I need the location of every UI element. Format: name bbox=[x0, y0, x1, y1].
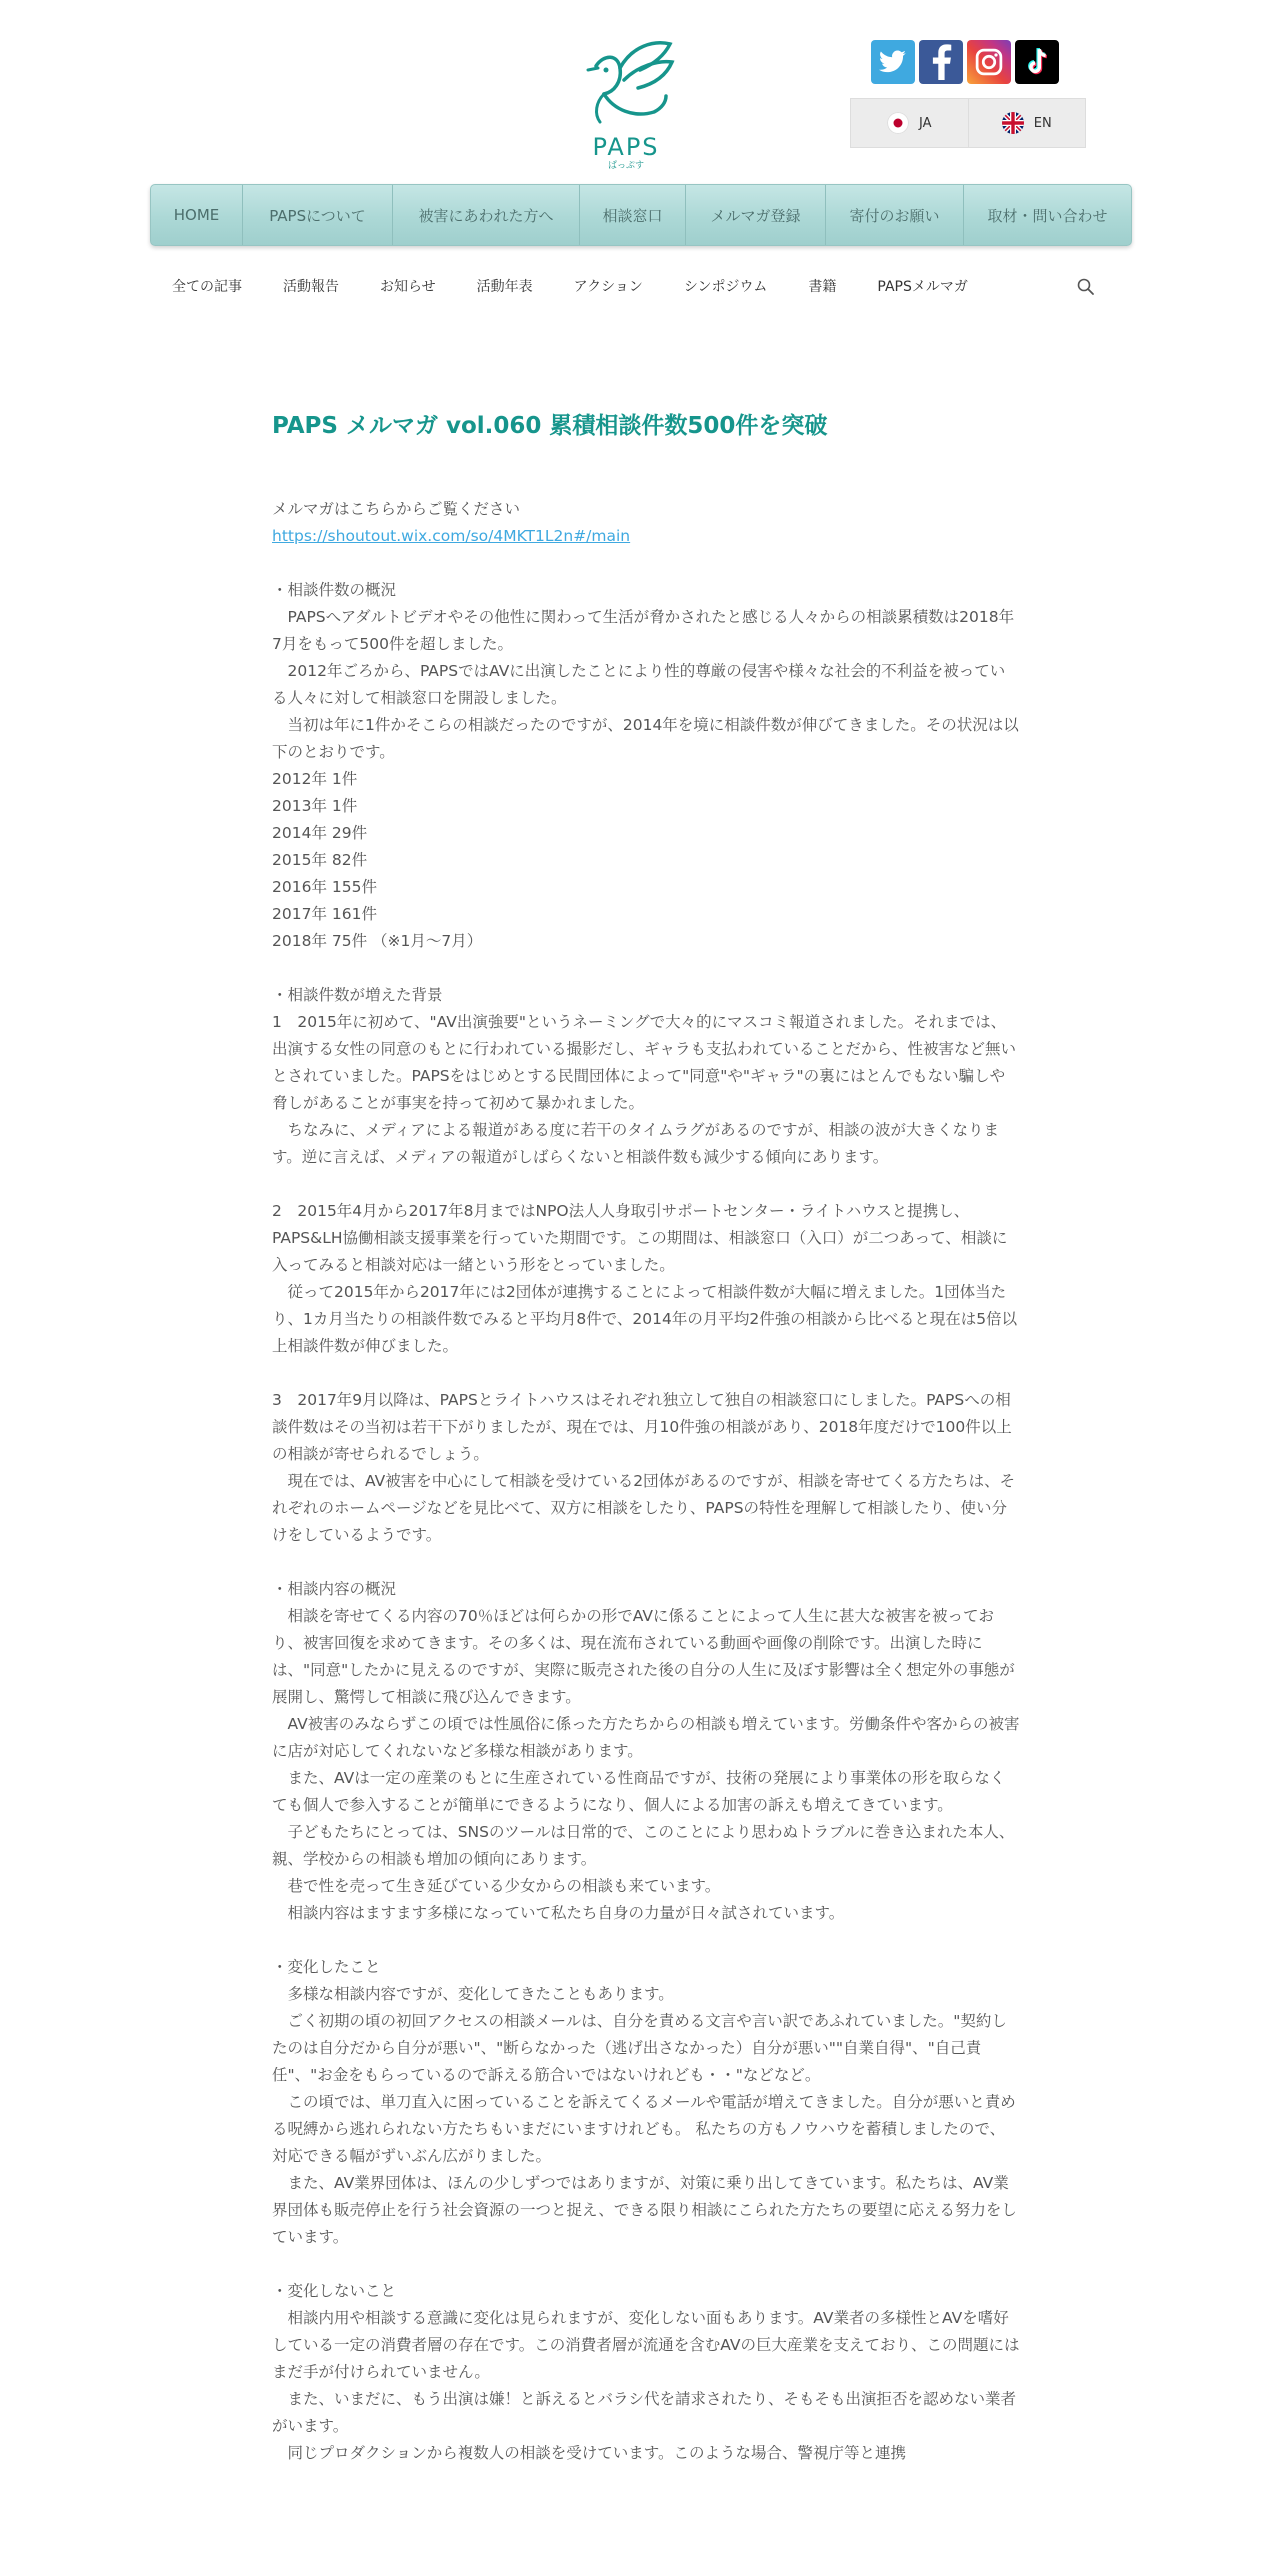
nav-home[interactable]: HOME bbox=[151, 185, 243, 245]
article-paragraph: 2018年 75件 （※1月～7月） bbox=[272, 932, 483, 950]
article-paragraph: 2015年 82件 bbox=[272, 851, 368, 869]
article-paragraph bbox=[272, 1171, 1020, 1198]
article-paragraph: 従って2015年から2017年には2団体が連携することによって相談件数が大幅に増えました。1団体当たり、1カ月当たりの相談件数でみると平均月8件で、2014年の月平均2件強の相談から比べると現在は5倍以上相談件数が伸びました。 bbox=[272, 1283, 1018, 1355]
article-paragraph: ・相談内容の概況 bbox=[272, 1580, 397, 1598]
article-paragraph: 多様な相談内容ですが、変化してきたこともあります。 bbox=[272, 1985, 674, 2003]
article-paragraph: 2017年 161件 bbox=[272, 905, 377, 923]
category-paps-newsletter[interactable]: PAPSメルマガ bbox=[877, 279, 968, 295]
main-navigation bbox=[150, 184, 1132, 246]
social-links bbox=[871, 40, 1059, 84]
language-label-ja: JA bbox=[919, 115, 932, 131]
article-paragraph bbox=[272, 955, 1020, 982]
article-paragraph: 相談を寄せてくる内容の70％ほどは何らかの形でAVに係ることによって人生に甚大な被害を被っており、被害回復を求めてきます。その多くは、現在流布されている動画や画像の削除です。出演した時には、"同意"したかに見えるのですが、実際に販売された後の自分の人生に及ぼす影響は全く想定外の事態が展開し、驚愕して相談に飛び込んできます。 bbox=[272, 1607, 1015, 1706]
article-paragraph: 2012年ごろから、PAPSではAVに出演したことにより性的尊厳の侵害や様々な社会的不利益を被っている人々に対して相談窓口を開設しました。 bbox=[272, 662, 1006, 707]
article-paragraph: 同じプロダクションから複数人の相談を受けています。このような場合、警視庁等と連携 bbox=[272, 2444, 906, 2462]
article-paragraphs bbox=[272, 550, 1020, 2467]
logo-subtext: ぱっぷす bbox=[607, 161, 644, 171]
category-all-posts[interactable]: 全ての記事 bbox=[172, 279, 242, 295]
twitter-icon[interactable] bbox=[871, 40, 915, 84]
instagram-icon[interactable] bbox=[967, 40, 1011, 84]
language-selector bbox=[850, 98, 1086, 148]
facebook-icon[interactable] bbox=[919, 40, 963, 84]
article-paragraph: ごく初期の頃の初回アクセスの相談メールは、自分を責める文言や言い訳であふれていました。"契約したのは自分だから自分が悪い"、"断らなかった（逃げ出さなかった）自分が悪い""自業自得"、"自己責任"、"お金をもらっているので訴える筋合いではないけれども・・"などなど。 bbox=[272, 2012, 1007, 2084]
category-symposium[interactable]: シンポジウム bbox=[683, 279, 768, 295]
language-option-ja[interactable] bbox=[851, 99, 968, 147]
blog-category-menu bbox=[172, 274, 1009, 298]
article-paragraph: 巷で性を売って生き延びている少女からの相談も来ています。 bbox=[272, 1877, 721, 1895]
tiktok-icon[interactable] bbox=[1015, 40, 1059, 84]
article-paragraph: この頃では、単刀直入に困っていることを訴えてくるメールや電話が増えてきました。自分が悪いと責める呪縛から逃れられない方たちもいまだにいますけれども。 私たちの方もノウハウを蓄積しましたので、対応できる幅がずいぶん広がりました。 bbox=[272, 2093, 1016, 2165]
article-paragraph: 当初は年に1件かそこらの相談だったのですが、2014年を境に相談件数が伸びてきました。その状況は以下のとおりです。 bbox=[272, 716, 1019, 761]
category-timeline[interactable]: 活動年表 bbox=[476, 279, 533, 295]
logo-text: PAPS bbox=[592, 133, 660, 161]
article-paragraph: また、AV業界団体は、ほんの少しずつではありますが、対策に乗り出してきています。私たちは、AV業界団体も販売停止を行う社会資源の一つと捉え、できる限り相談にこられた方たちの要望に応える努力をしています。 bbox=[272, 2174, 1017, 2246]
category-activity-reports[interactable]: 活動報告 bbox=[283, 279, 339, 295]
category-action[interactable]: アクション bbox=[573, 279, 643, 295]
article-paragraph: ちなみに、メディアによる報道がある度に若干のタイムラグがあるのですが、相談の波が大きくなります。逆に言えば、メディアの報道がしばらくないと相談件数も減少する傾向にあります。 bbox=[272, 1121, 999, 1166]
article-paragraph: 1 2015年に初めて、"AV出演強要"というネーミングで大々的にマスコミ報道されました。それまでは、出演する女性の同意のもとに行われている撮影だし、ギャラも支払われていることだから、性被害など無いとされていました。PAPSをはじめとする民間団体によって"同意"や"ギャラ"の裏にはとんでもない騙しや脅しがあることが事実を持って初めて暴かれました。 bbox=[272, 1013, 1017, 1112]
article-paragraph: 相談内容はますます多様になっていて私たち自身の力量が日々試されています。 bbox=[272, 1904, 845, 1922]
article-paragraph bbox=[272, 2251, 1020, 2278]
article-paragraph: 2014年 29件 bbox=[272, 824, 368, 842]
article-body bbox=[272, 496, 1020, 2467]
article-paragraph: 3 2017年9月以降は、PAPSとライトハウスはそれぞれ独立して独自の相談窓口にしました。PAPSへの相談件数はその当初は若干下がりましたが、現在では、月10件強の相談があり、2018年度だけで100件以上の相談が寄せられるでしょう。 bbox=[272, 1391, 1012, 1463]
category-books[interactable]: 書籍 bbox=[808, 279, 837, 295]
article-paragraph: ・変化したこと bbox=[272, 1958, 381, 1976]
language-option-en[interactable] bbox=[968, 99, 1086, 147]
paps-logo[interactable] bbox=[566, 36, 686, 176]
language-label-en: EN bbox=[1033, 115, 1052, 131]
article-paragraph: ・相談件数が増えた背景 bbox=[272, 986, 443, 1004]
nav-consultation[interactable]: 相談窓口 bbox=[580, 185, 686, 245]
article-paragraph: AV被害のみならずこの頃では性風俗に係った方たちからの相談も増えています。労働条件や客からの被害に店が対応してくれないなど多様な相談があります。 bbox=[272, 1715, 1020, 1760]
article-paragraph bbox=[272, 1360, 1020, 1387]
article-paragraph: また、いまだに、もう出演は嫌！と訴えるとバラシ代を請求されたり、そもそも出演拒否を認めない業者がいます。 bbox=[272, 2390, 1017, 2435]
article-paragraph: 2 2015年4月から2017年8月まではNPO法人人身取引サポートセンター・ライトハウスと提携し、PAPS&LH協働相談支援事業を行っていた期間です。この期間は、相談窓口（入口）が二つあって、相談に入ってみると相談対応は一緒という形をとっていました。 bbox=[272, 1202, 1008, 1274]
search-icon[interactable] bbox=[1076, 277, 1096, 297]
uk-flag-icon bbox=[1002, 112, 1024, 134]
article-paragraph bbox=[272, 550, 1020, 577]
article-paragraph bbox=[272, 1549, 1020, 1576]
nav-newsletter-signup[interactable]: メルマガ登録 bbox=[686, 185, 826, 245]
article-paragraph bbox=[272, 1927, 1020, 1954]
nav-about[interactable]: PAPSについて bbox=[243, 185, 393, 245]
nav-donation[interactable]: 寄付のお願い bbox=[826, 185, 964, 245]
category-news[interactable]: お知らせ bbox=[380, 279, 436, 295]
article-paragraph: 相談内用や相談する意識に変化は見られますが、変化しない面もあります。AV業者の多様性とAVを嗜好している一定の消費者層の存在です。この消費者層が流通を含むAVの巨大産業を支えており、この問題にはまだ手が付けられていません。 bbox=[272, 2309, 1020, 2381]
article-paragraph: 2016年 155件 bbox=[272, 878, 377, 896]
nav-for-victims[interactable]: 被害にあわれた方へ bbox=[393, 185, 580, 245]
article-paragraph: 現在では、AV被害を中心にして相談を受けている2団体があるのですが、相談を寄せてくる方たちは、それぞれのホームページなどを見比べて、双方に相談をしたり、PAPSの特性を理解して相談したり、使い分けをしているようです。 bbox=[272, 1472, 1016, 1544]
article-paragraph: 子どもたちにとっては、SNSのツールは日常的で、このことにより思わぬトラブルに巻き込まれた本人、親、学校からの相談も増加の傾向にあります。 bbox=[272, 1823, 1015, 1868]
article-intro: メルマガはこちらからご覧ください bbox=[272, 500, 521, 518]
article-paragraph: ・相談件数の概況 bbox=[272, 581, 397, 599]
article-paragraph: ・変化しないこと bbox=[272, 2282, 397, 2300]
article-paragraph: また、AVは一定の産業のもとに生産されている性商品ですが、技術の発展により事業体の形を取らなくても個人で参入することが簡単にできるようになり、個人による加害の訴えも増えてきています。 bbox=[272, 1769, 1006, 1814]
newsletter-link[interactable]: https://shoutout.wix.com/so/4MKT1L2n#/main bbox=[272, 527, 631, 545]
japan-flag-icon bbox=[887, 112, 909, 134]
dove-logo-icon bbox=[574, 36, 678, 138]
article-paragraph: 2012年 1件 bbox=[272, 770, 358, 788]
article-paragraph: PAPSへアダルトビデオやその他性に関わって生活が脅かされたと感じる人々からの相談累積数は2018年7月をもって500件を超しました。 bbox=[272, 608, 1015, 653]
article-title: PAPS メルマガ vol.060 累積相談件数500件を突破 bbox=[272, 413, 828, 439]
nav-contact[interactable]: 取材・問い合わせ bbox=[987, 206, 1108, 225]
article-paragraph: 2013年 1件 bbox=[272, 797, 358, 815]
